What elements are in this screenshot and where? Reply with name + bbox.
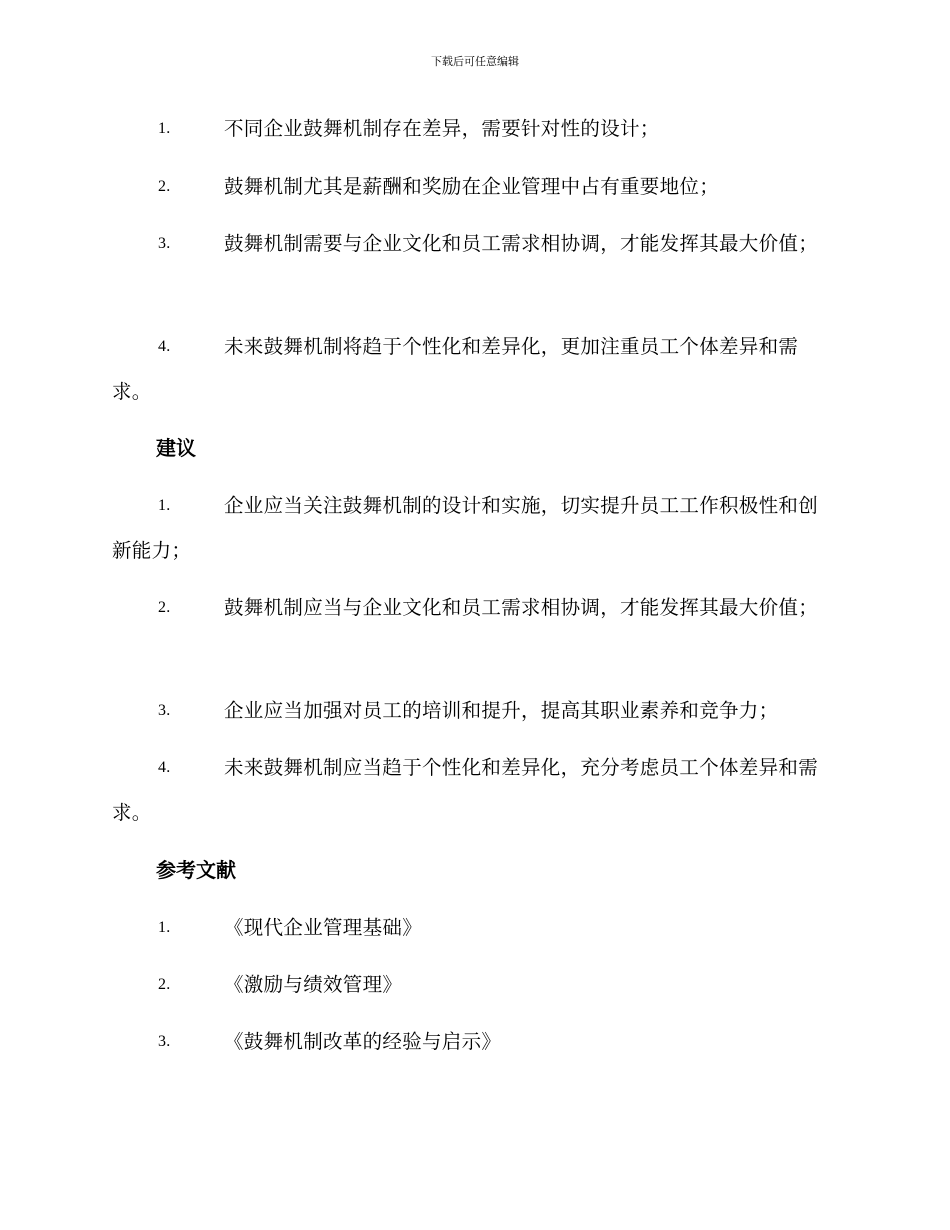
- reference-item: [112, 1019, 834, 1064]
- suggestion-item: [112, 745, 834, 835]
- item-text: 《激励与绩效管理》: [224, 973, 403, 996]
- item-text: 不同企业鼓舞机制存在差异，需要针对性的设计；: [224, 117, 660, 140]
- conclusion-item: [112, 164, 834, 209]
- item-number: 3.: [158, 702, 171, 719]
- conclusion-item: [112, 106, 834, 151]
- page-header: 下载后可任意编辑: [431, 55, 519, 68]
- suggestion-item: [112, 688, 834, 733]
- item-number: 4.: [158, 338, 171, 355]
- suggestion-item: [112, 585, 834, 630]
- item-text: 《现代企业管理基础》: [224, 916, 423, 939]
- item-text: 企业应当关注鼓舞机制的设计和实施，切实提升员工工作积极性和创新能力；: [112, 494, 819, 562]
- suggestion-item: [112, 483, 834, 573]
- item-text: 未来鼓舞机制将趋于个性化和差异化，更加注重员工个体差异和需求。: [112, 335, 799, 403]
- item-number: 3.: [158, 1033, 171, 1050]
- item-text: 鼓舞机制需要与企业文化和员工需求相协调，才能发挥其最大价值；: [224, 232, 819, 255]
- item-number: 4.: [158, 759, 171, 776]
- item-text: 鼓舞机制尤其是薪酬和奖励在企业管理中占有重要地位；: [224, 175, 720, 198]
- reference-item: [112, 905, 834, 950]
- item-number: 3.: [158, 235, 171, 252]
- reference-item: [112, 962, 834, 1007]
- item-number: 2.: [158, 976, 171, 993]
- item-number: 1.: [158, 120, 171, 137]
- item-number: 2.: [158, 599, 171, 616]
- item-text: 鼓舞机制应当与企业文化和员工需求相协调，才能发挥其最大价值；: [224, 596, 819, 619]
- item-text: 企业应当加强对员工的培训和提升，提高其职业素养和竞争力；: [224, 699, 779, 722]
- conclusion-item: [112, 324, 834, 414]
- section-heading-references: 参考文献: [156, 858, 236, 882]
- conclusion-item: [112, 221, 834, 266]
- section-heading-suggestions: 建议: [156, 436, 196, 460]
- item-number: 1.: [158, 919, 171, 936]
- item-text: 未来鼓舞机制应当趋于个性化和差异化，充分考虑员工个体差异和需求。: [112, 756, 819, 824]
- item-number: 2.: [158, 178, 171, 195]
- item-text: 《鼓舞机制改革的经验与启示》: [224, 1030, 502, 1053]
- item-number: 1.: [158, 497, 171, 514]
